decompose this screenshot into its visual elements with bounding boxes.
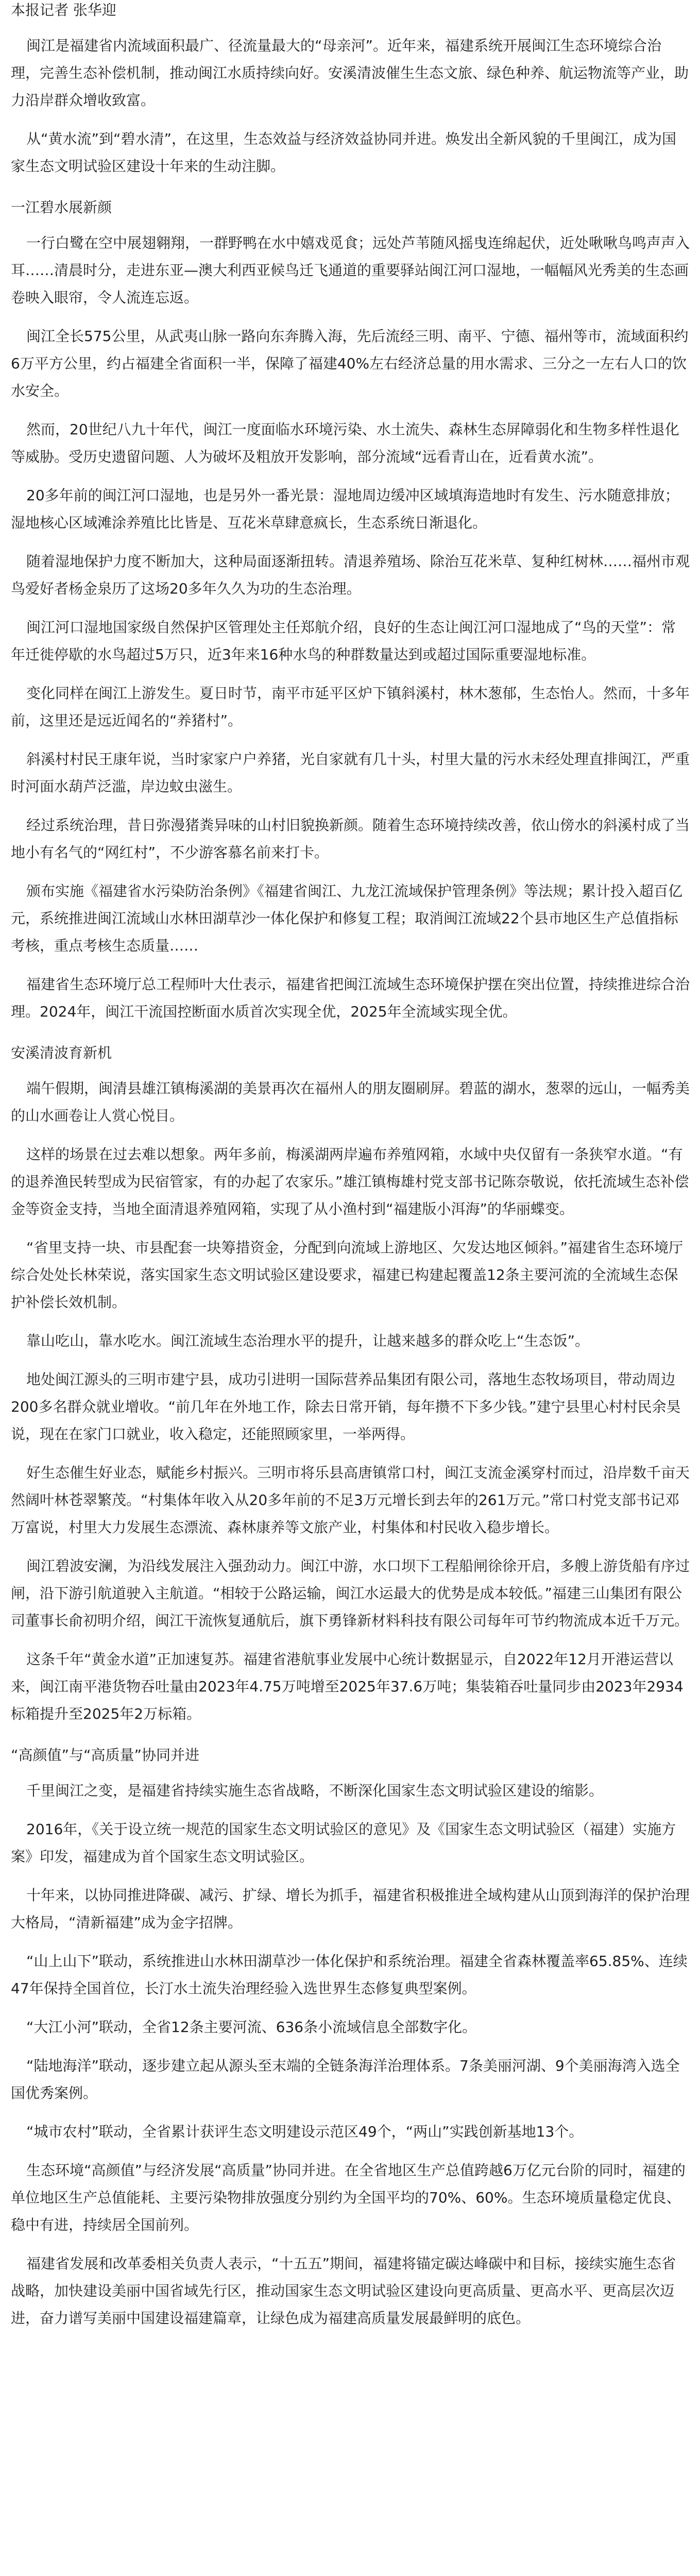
section-heading: “高颜值”与“高质量”协同并进 xyxy=(11,1747,200,1764)
paragraph: “城市农村”联动，全省累计获评生态文明建设示范区49个，“两山”实践创新基地13个。 xyxy=(26,2123,584,2140)
paragraph: 端午假期，闽清县雄江镇梅溪湖的美景再次在福州人的朋友圈刷屏。碧蓝的湖水，葱翠的远山，一幅秀美的山水画卷让人赏心悦目。 xyxy=(11,1080,690,1124)
paragraph: 然而，20世纪八九十年代，闽江一度面临水环境污染、水土流失、森林生态屏障弱化和生物多样性退化等威胁。受历史遗留问题、人为破坏及粗放开发影响，部分流域“远看青山在，近看黄水流”。 xyxy=(11,421,679,465)
paragraph: 2016年，《关于设立统一规范的国家生态文明试验区的意见》及《国家生态文明试验区（福建）实施方案》印发，福建成为首个国家生态文明试验区。 xyxy=(11,1821,676,1865)
paragraph: 闽江是福建省内流域面积最广、径流量最大的“母亲河”。近年来，福建系统开展闽江生态环境综合治理，完善生态补偿机制，推动闽江水质持续向好。安溪清波催生生态文旅、绿色种养、航运物流等产业，助力沿岸群众增收致富。 xyxy=(11,37,689,109)
paragraph: 一行白鹭在空中展翅翱翔，一群野鸭在水中嬉戏觅食；远处芦苇随风摇曳连绵起伏，近处啾啾鸟鸣声声入耳……清晨时分，走进东亚—澳大利西亚候鸟迁飞通道的重要驿站闽江河口湿地，一幅幅风光秀美的生态画卷映入眼帘，令人流连忘返。 xyxy=(11,234,690,306)
paragraph: 颁布实施《福建省水污染防治条例》《福建省闽江、九龙江流域保护管理条例》等法规；累计投入超百亿元，系统推进闽江流域山水林田湖草沙一体化保护和修复工程；取消闽江流域22个县市地区生产总值指标考核，重点考核生态质量…… xyxy=(11,883,683,954)
paragraph: 从“黄水流”到“碧水清”，在这里，生态效益与经济效益协同并进。焕发出全新风貌的千里闽江，成为国家生态文明试验区建设十年来的生动注脚。 xyxy=(11,130,677,175)
paragraph: 十年来，以协同推进降碳、减污、扩绿、增长为抓手，福建省积极推进全域构建从山顶到海洋的保护治理大格局，“清新福建”成为金字招牌。 xyxy=(11,1887,690,1931)
paragraph: 变化同样在闽江上游发生。夏日时节，南平市延平区炉下镇斜溪村，林木葱郁，生态怡人。然而，十多年前，这里还是远近闻名的“养猪村”。 xyxy=(11,685,690,729)
paragraph: “大江小河”联动，全省12条主要河流、636条小流域信息全部数字化。 xyxy=(26,2019,477,2036)
paragraph: 闽江碧波安澜，为沿线发展注入强劲动力。闽江中游，水口坝下工程船闸徐徐开启，多艘上游货船有序过闸，沿下游引航道驶入主航道。“相较于公路运输，闽江水运最大的优势是成本较低。”福建三山集团有限公司董事长俞初明介绍，闽江干流恢复通航后，旗下勇锋新材料科技有限公司每年可节约物流成本近千万元。 xyxy=(11,1557,690,1629)
paragraph: 生态环境“高颜值”与经济发展“高质量”协同并进。在全省地区生产总值跨越6万亿元台阶的同时，福建的单位地区生产总值能耗、主要污染物排放强度分别约为全国平均的70%、60%。生态环境质量稳定优良、稳中有进，持续居全国前列。 xyxy=(11,2162,686,2233)
paragraph: 福建省发展和改革委相关负责人表示，“十五五”期间，福建将锚定碳达峰碳中和目标，接续实施生态省战略，加快建设美丽中国省域先行区，推动国家生态文明试验区建设向更高质量、更高水平、更高层次迈进，奋力谱写美丽中国建设福建篇章，让绿色成为福建高质量发展最鲜明的底色。 xyxy=(11,2255,676,2327)
paragraph: 随着湿地保护力度不断加大，这种局面逐渐扭转。清退养殖场、除治互花米草、复种红树林……福州市观鸟爱好者杨金泉历了这场20多年久久为功的生态治理。 xyxy=(11,553,690,597)
paragraph: “山上山下”联动，系统推进山水林田湖草沙一体化保护和系统治理。福建全省森林覆盖率65.85%、连续47年保持全国首位，长汀水土流失治理经验入选世界生态修复典型案例。 xyxy=(11,1953,688,1997)
paragraph: 好生态催生好业态，赋能乡村振兴。三明市将乐县高唐镇常口村，闽江支流金溪穿村而过，沿岸数千亩天然阔叶林苍翠繁茂。“村集体年收入从20多年前的不足3万元增长到去年的261万元。”常口村党支部书记邓万富说，村里大力发展生态漂流、森林康养等文旅产业，村集体和村民收入稳步增长。 xyxy=(11,1464,690,1536)
paragraph: 闽江全长575公里，从武夷山脉一路向东奔腾入海，先后流经三明、南平、宁德、福州等市，流域面积约6万平方公里，约占福建全省面积一半，保障了福建40%左右经济总量的用水需求、三分之一左右人口的饮水安全。 xyxy=(11,328,689,399)
paragraph: 福建省生态环境厅总工程师叶大仕表示，福建省把闽江流域生态环境保护摆在突出位置，持续推进综合治理。2024年，闽江干流国控断面水质首次实现全优，2025年全流域实现全优。 xyxy=(11,976,690,1020)
paragraph: 闽江河口湿地国家级自然保护区管理处主任郑航介绍，良好的生态让闽江河口湿地成了“鸟的天堂”：常年迁徙停歇的水鸟超过5万只，近3年来16种水鸟的种群数量达到或超过国际重要湿地标准。 xyxy=(11,619,676,663)
paragraph: “省里支持一块、市县配套一块筹措资金，分配到向流域上游地区、欠发达地区倾斜。”福建省生态环境厅综合处处长林荣说，落实国家生态文明试验区建设要求，福建已构建起覆盖12条主要河流的全流域生态保护补偿长效机制。 xyxy=(11,1239,684,1311)
paragraph: 这条千年“黄金水道”正加速复苏。福建省港航事业发展中心统计数据显示，自2022年12月开港运营以来，闽江南平港货物吞吐量由2023年4.75万吨增至2025年37.6万吨；集装箱吞吐量同步由2023年2934标箱提升至2025年2万标箱。 xyxy=(11,1651,684,1722)
byline: 本报记者 张华迎 xyxy=(11,2,116,19)
paragraph: 斜溪村村民王康年说，当时家家户户养猪，光自家就有几十头，村里大量的污水未经处理直排闽江，严重时河面水葫芦泛滥，岸边蚊虫滋生。 xyxy=(11,751,690,795)
section-heading: 一江碧水展新颜 xyxy=(11,199,112,216)
paragraph: 地处闽江源头的三明市建宁县，成功引进明一国际营养品集团有限公司，落地生态牧场项目，带动周边200多名群众就业增收。“前几年在外地工作，除去日常开销，每年攒不下多少钱。”建宁县里心村村民余昊说，现在在家门口就业，收入稳定，还能照顾家里，一举两得。 xyxy=(11,1371,681,1443)
paragraph: 20多年前的闽江河口湿地，也是另外一番光景：湿地周边缓冲区域填海造地时有发生、污水随意排放；湿地核心区域滩涂养殖比比皆是、互花米草肆意疯长，生态系统日渐退化。 xyxy=(11,487,679,531)
paragraph: 经过系统治理，昔日弥漫猪粪异味的山村旧貌换新颜。随着生态环境持续改善，依山傍水的斜溪村成了当地小有名气的“网红村”，不少游客慕名前来打卡。 xyxy=(11,817,690,861)
paragraph: 靠山吃山，靠水吃水。闽江流域生态治理水平的提升，让越来越多的群众吃上“生态饭”。 xyxy=(26,1332,590,1349)
paragraph: 这样的场景在过去难以想象。两年多前，梅溪湖两岸遍布养殖网箱，水域中央仅留有一条狭窄水道。“有的退养渔民转型成为民宿管家，有的办起了农家乐。”雄江镇梅雄村党支部书记陈奈敬说，依托流域生态补偿金等资金支持，当地全面清退养殖网箱，实现了从小渔村到“福建版小洱海”的华丽蝶变。 xyxy=(11,1146,689,1217)
paragraph: 千里闽江之变，是福建省持续实施生态省战略，不断深化国家生态文明试验区建设的缩影。 xyxy=(26,1782,604,1799)
section-heading: 安溪清波育新机 xyxy=(11,1044,112,1061)
paragraph: “陆地海洋”联动，逐步建立起从源头至末端的全链条海洋治理体系。7条美丽河湖、9个美丽海湾入选全国优秀案例。 xyxy=(11,2057,680,2102)
